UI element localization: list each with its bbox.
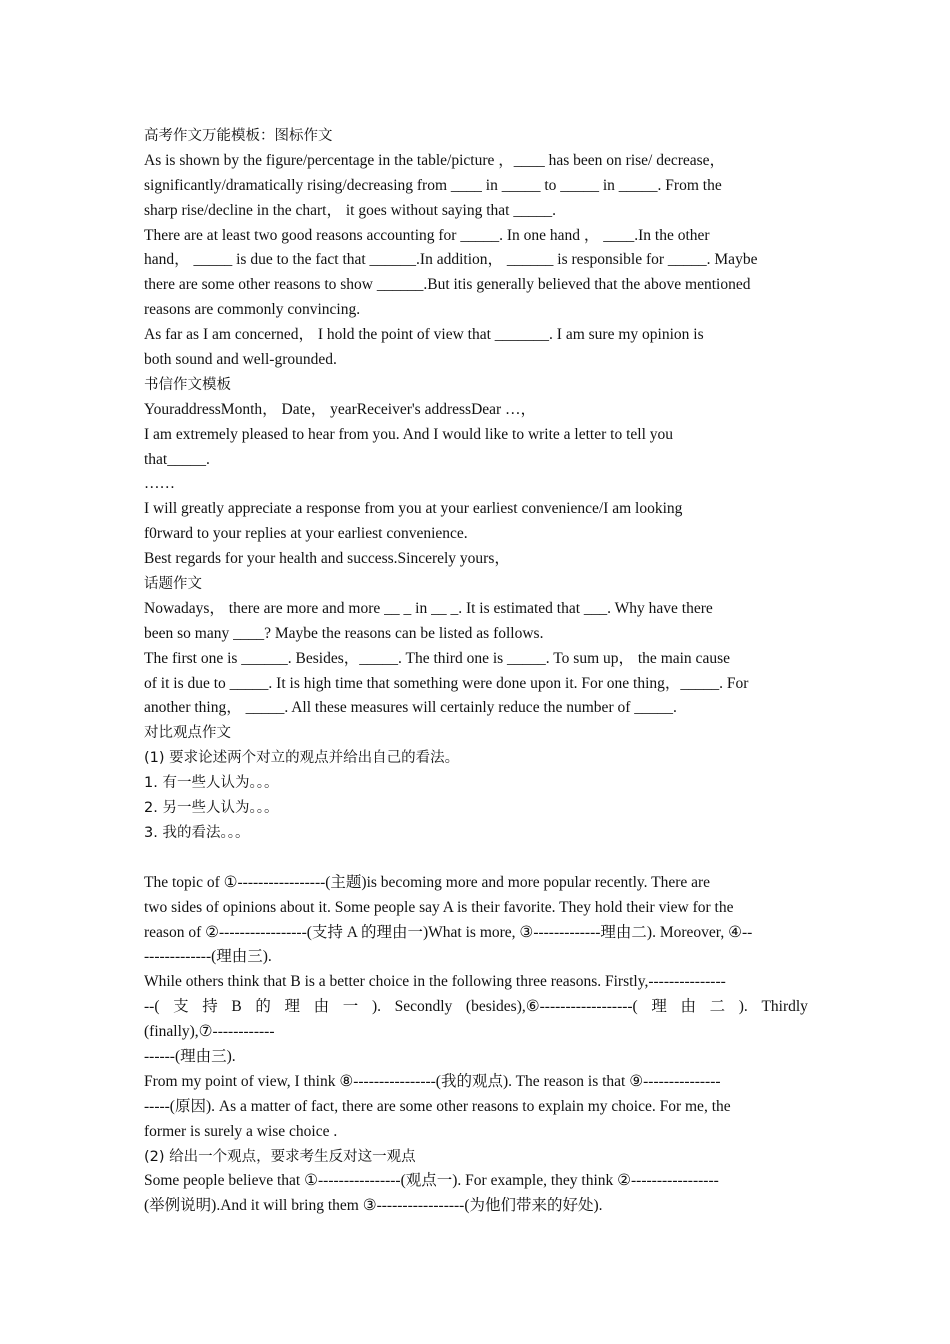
- topic-line: of it is due to _____. It is high time that something were done upon it. For one thing，_____. For: [144, 674, 749, 692]
- contrast-line: ------(理由三).: [144, 1047, 236, 1065]
- justified-word: Thirdly: [761, 998, 808, 1016]
- letter-line: Best regards for your health and success.Sincerely yours，: [144, 550, 510, 568]
- justified-word: 支: [173, 998, 189, 1016]
- section-title-topic: 话题作文: [144, 576, 202, 593]
- justified-word: 由: [680, 998, 696, 1016]
- section-title-chart-essay: 高考作文万能模板：图标作文: [144, 128, 333, 144]
- chart-line: reasons are commonly convincing.: [144, 301, 361, 319]
- contrast-line: two sides of opinions about it. Some people say A is their favorite. They hold their view for the: [144, 898, 734, 916]
- justified-word: 持: [202, 998, 218, 1016]
- letter-line: YouraddressMonth， Date， yearReceiver's addressDear …，: [144, 400, 537, 418]
- justified-word: ).: [371, 998, 381, 1016]
- topic-line: another thing， _____. All these measures will certainly reduce the number of _____.: [144, 699, 677, 717]
- justified-line: [144, 995, 808, 1020]
- chart-line: As far as I am concerned， I hold the point of view that _______. I am sure my opinion is: [144, 326, 704, 344]
- contrast-line: -----(原因). As a matter of fact, there are some other reasons to explain my choice. For me, the: [144, 1097, 731, 1115]
- contrast-line: From my point of view, I think ⑧----------------(我的观点). The reason is that ⑨---------------: [144, 1072, 721, 1090]
- contrast-line: The topic of ①-----------------(主题)is becoming more and more popular recently. There are: [144, 873, 711, 891]
- justified-word: 的: [255, 998, 271, 1016]
- section-title-contrast: 对比观点作文: [144, 725, 231, 742]
- chart-line: there are some other reasons to show ______.But itis generally believed that the above mentioned: [144, 276, 751, 294]
- justified-word: 理: [284, 998, 301, 1016]
- contrast-intro-line: (1) 要求论述两个对立的观点并给出自己的看法。: [144, 750, 460, 767]
- section-title-letter: 书信作文模板: [144, 376, 231, 393]
- chart-line: As is shown by the figure/percentage in the table/picture ，____ has been on rise/ decrease，: [144, 151, 726, 169]
- justified-word: B: [231, 998, 242, 1016]
- justified-word: --(: [144, 998, 160, 1016]
- letter-line: f0rward to your replies at your earliest convenience.: [144, 525, 468, 543]
- letter-line: I will greatly appreciate a response from you at your earliest convenience/I am looking: [144, 500, 683, 518]
- contrast-line: former is surely a wise choice .: [144, 1122, 338, 1140]
- contrast-line: (finally),⑦------------: [144, 1023, 275, 1041]
- document-body: [144, 124, 808, 1219]
- chart-line: sharp rise/decline in the chart， it goes without saying that _____.: [144, 201, 556, 219]
- chart-line: hand， _____ is due to the fact that ______.In addition， ______ is responsible for _____. Maybe: [144, 251, 758, 269]
- justified-word: (besides),⑥------------------(: [465, 998, 638, 1016]
- topic-line: Nowadays， there are more and more __ _ in __ _. It is estimated that ___. Why have there: [144, 599, 713, 617]
- topic-line: been so many ____? Maybe the reasons can be listed as follows.: [144, 624, 544, 642]
- contrast-line: While others think that B is a better choice in the following three reasons. Firstly,---------------: [144, 973, 726, 991]
- justified-word: 由: [313, 998, 330, 1016]
- contrast-line: (举例说明).And it will bring them ③-----------------(为他们带来的好处).: [144, 1197, 603, 1215]
- contrast-line: Some people believe that ①----------------(观点一). For example, they think ②-----------------: [144, 1172, 719, 1190]
- chart-line: both sound and well-grounded.: [144, 351, 337, 369]
- justified-word: 理: [651, 998, 667, 1016]
- contrast-intro-line: 3. 我的看法。。。: [144, 824, 250, 841]
- chart-line: There are at least two good reasons accounting for _____. In one hand ， ____.In the other: [144, 226, 710, 244]
- contrast-subheading: (2) 给出一个观点，要求考生反对这一观点: [144, 1148, 416, 1165]
- letter-line: I am extremely pleased to hear from you. And I would like to write a letter to tell you: [144, 425, 673, 443]
- letter-line: ……: [144, 475, 175, 493]
- justified-word: 一: [342, 998, 359, 1016]
- contrast-intro-line: 2. 另一些人认为。。。: [144, 800, 279, 817]
- chart-line: significantly/dramatically rising/decreasing from ____ in _____ to _____ in _____. From the: [144, 176, 722, 194]
- contrast-line: reason of ②-----------------(支持 A 的理由一)What is more, ③-------------理由二). Moreover, ④--: [144, 923, 753, 941]
- justified-word: ).: [738, 998, 748, 1016]
- justified-word: Secondly: [394, 998, 453, 1016]
- letter-line: that_____.: [144, 450, 210, 468]
- justified-word: 二: [709, 998, 726, 1016]
- contrast-line: -------------(理由三).: [144, 948, 272, 966]
- contrast-intro-line: 1. 有一些人认为。。。: [144, 775, 279, 792]
- blank-spacer: [144, 846, 808, 871]
- topic-line: The first one is ______. Besides，_____. The third one is _____. To sum up， the main cause: [144, 649, 730, 667]
